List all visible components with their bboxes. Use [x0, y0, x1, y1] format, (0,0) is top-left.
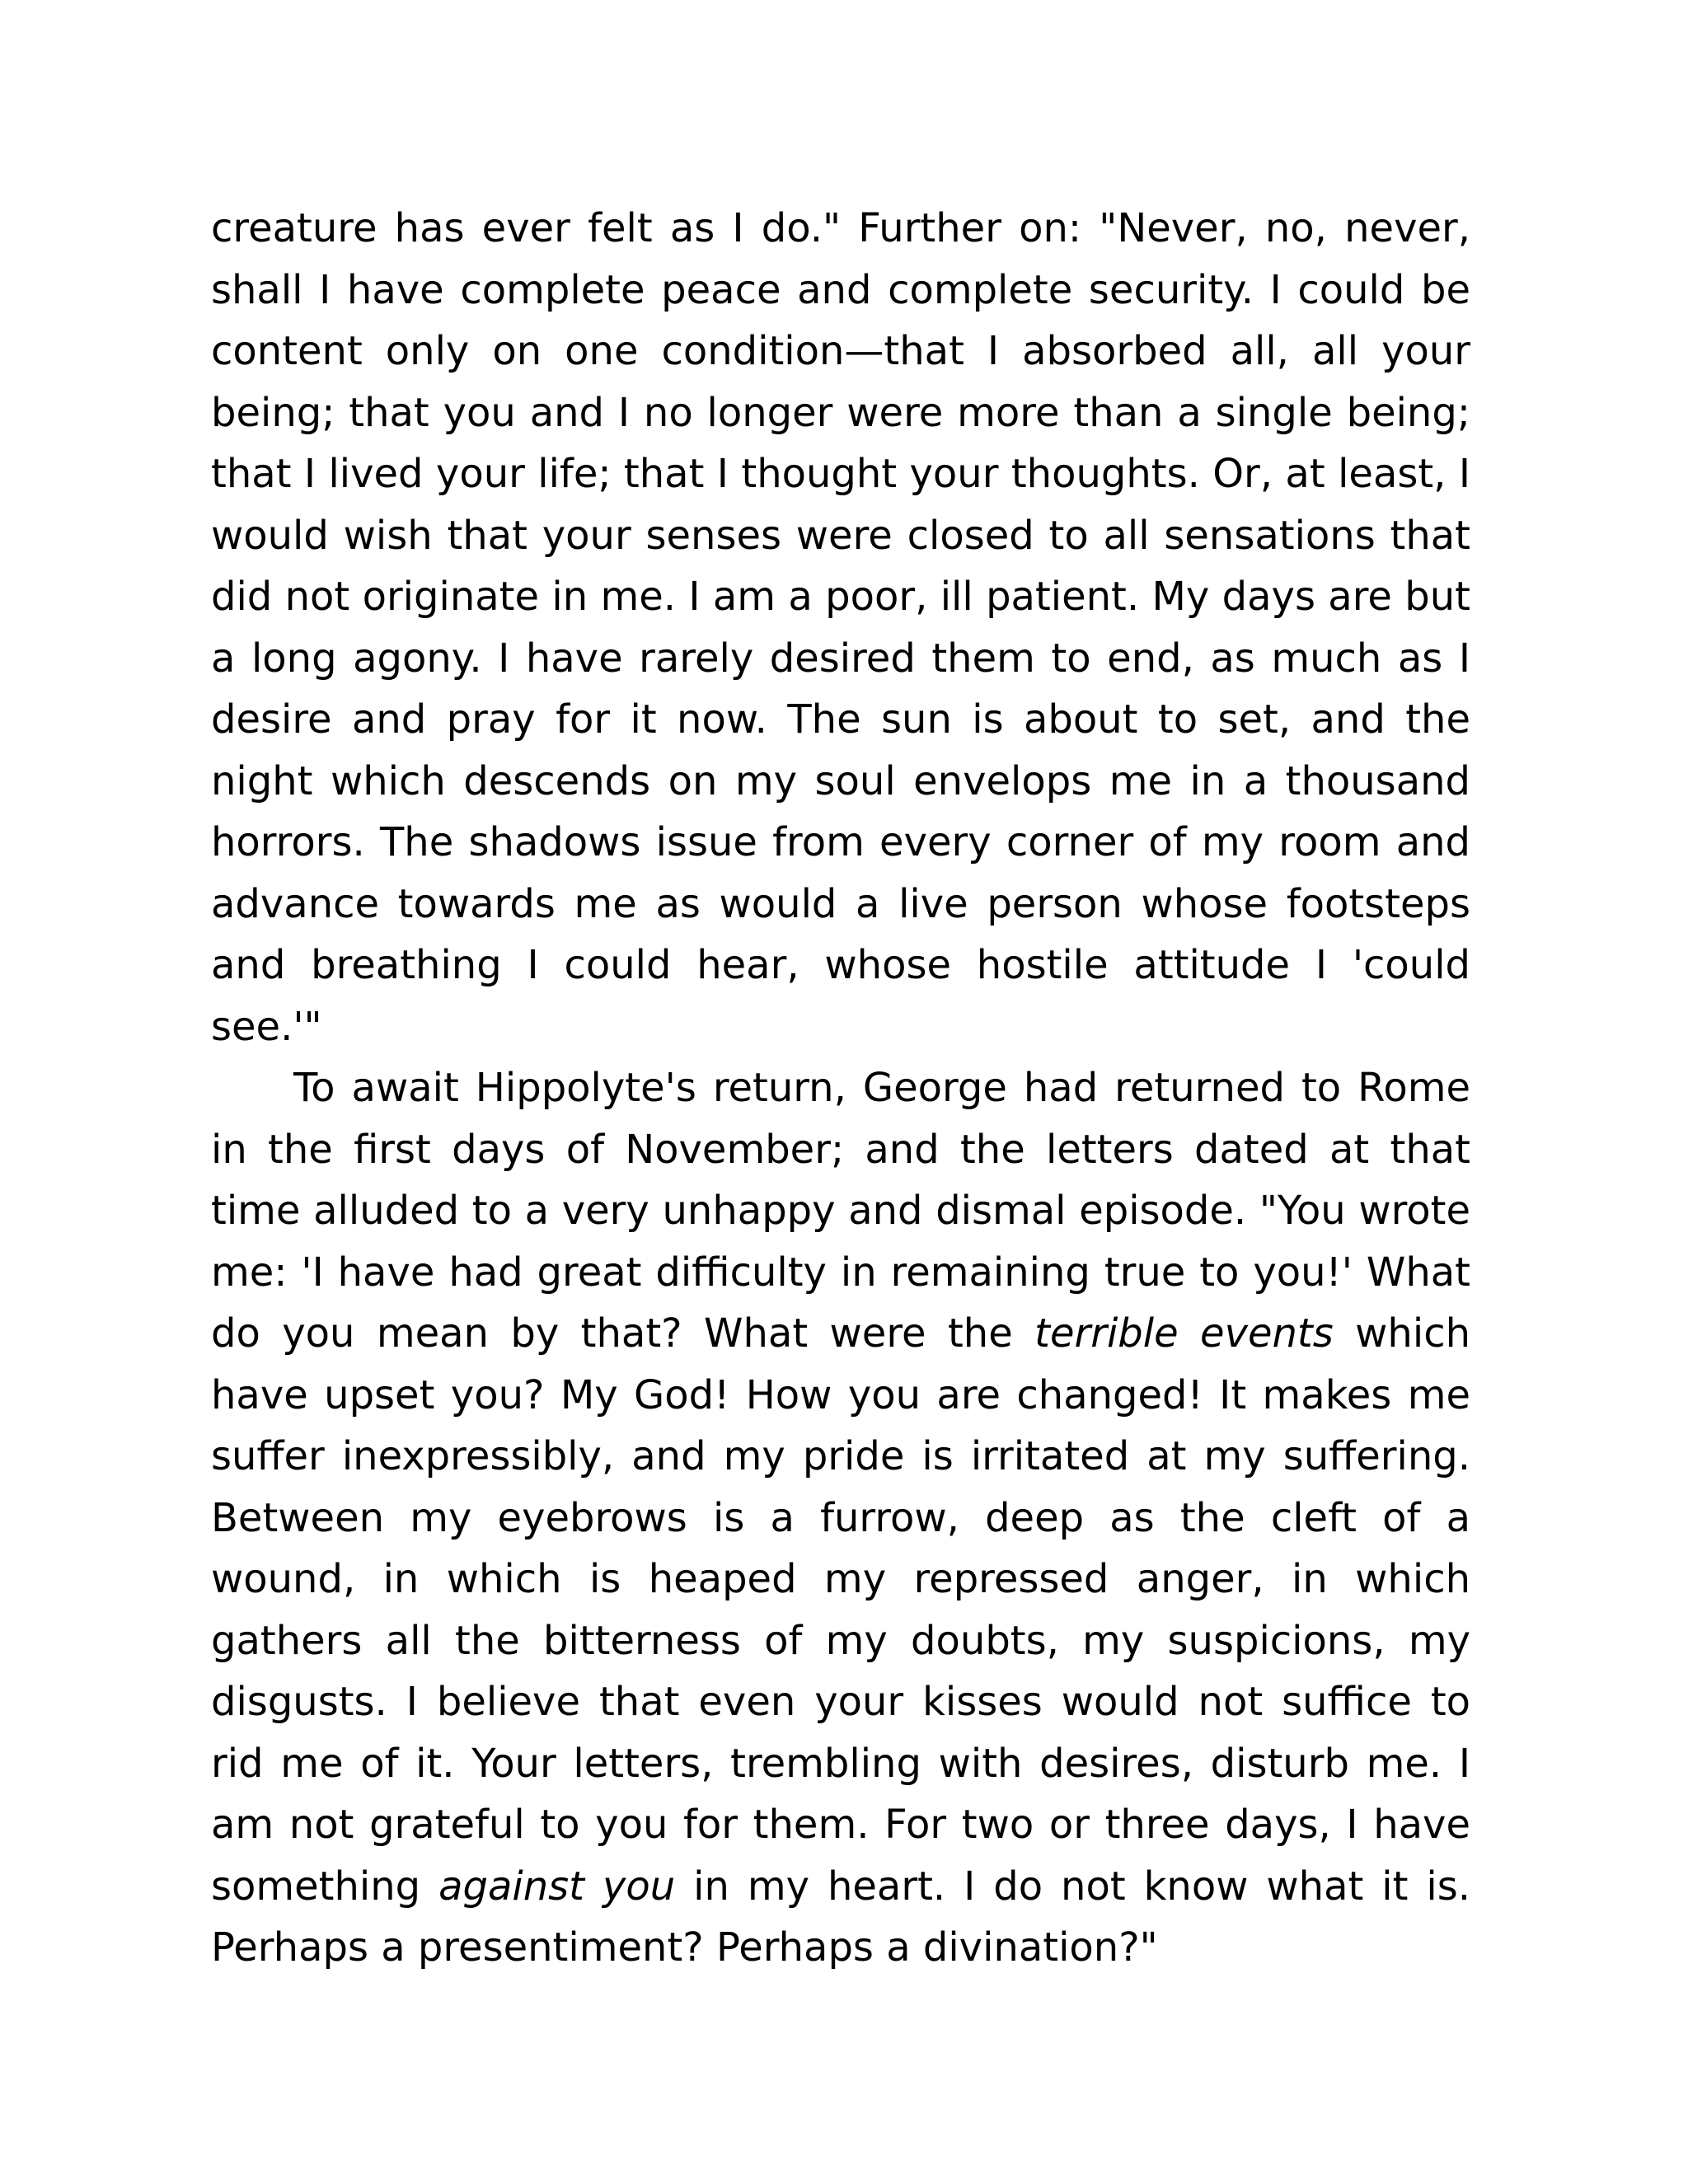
paragraph-1-text: creature has ever felt as I do." Further on: "Never, no, never, shall I have complete peace and complete security. I could be content only on one condition—that I absorbed all, all your being; that you and I no longer were more than a single being; that I lived your life; that I thought your thoughts. Or, at least, I would wish that your senses were closed to all sensations that did not originate in me. I am a poor, ill patient. My days are but a long agony. I have rarely desired them to end, as much as I desire and pray for it now. The sun is about to set, and the night which descends on my soul envelops me in a thousand horrors. The shadows issue from every corner of my room and advance towards me as would a live person whose footsteps and breathing I could hear, whose hostile attitude I 'could see.'" — [211, 205, 1470, 1050]
paragraph-2-text-c: in my heart. I do not know what it is. Perhaps a presentiment? Perhaps a divination?" — [211, 1863, 1471, 1971]
italic-phrase-against-you: against you — [438, 1863, 676, 1910]
paragraph-2-text-a: To await Hippolyte's return, George had returned to Rome in the first days of November; and the letters dated at that time alluded to a very unhappy and dismal episode. "You wrote me: 'I have had great difficulty in remaining true to you!' What do you mean by that? What were the — [211, 1065, 1470, 1357]
body-text — [211, 198, 1470, 1979]
paragraph-2-text-b: which have upset you? My God! How you are changed! It makes me suffer inexpressibly, and my pride is irritated at my suffering. Between my eyebrows is a furrow, deep as the cleft of a wound, in which is heaped my repressed anger, in which gathers all the bitterness of my doubts, my suspicions, my disgusts. I believe that even your kisses would not suffice to rid me of it. Your letters, trembling with desires, disturb me. I am not grateful to you for them. For two or three days, I have something — [211, 1310, 1471, 1910]
paragraph-2 — [211, 1057, 1470, 1979]
paragraph-1 — [211, 198, 1470, 1057]
italic-phrase-terrible-events: terrible events — [1034, 1310, 1334, 1357]
